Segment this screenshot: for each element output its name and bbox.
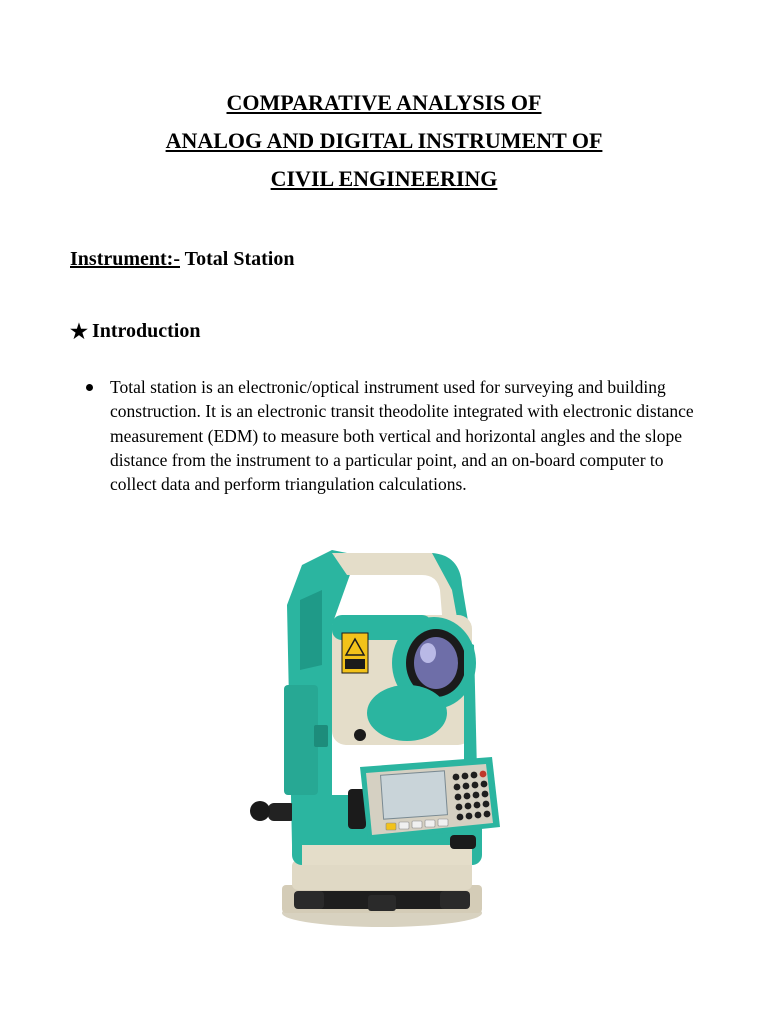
instrument-value: Total Station [184, 248, 295, 270]
title-line-1: COMPARATIVE ANALYSIS OF [226, 90, 542, 115]
bullet-text: Total station is an electronic/optical instrument used for surveying and building construction. It is an electronic transit theodolite integrated with electronic distance measurement (EDM) to measure both vertical and horizontal angles and the slope distance from the instrument to a particular point, and an on-board computer to collect data and perform triangulation calculations. [110, 377, 694, 495]
bullet-icon [86, 384, 93, 391]
section-heading-introduction [70, 320, 200, 343]
tribrach-base [282, 860, 482, 927]
title-line-2: ANALOG AND DIGITAL INSTRUMENT OF [165, 128, 603, 153]
title-line-3: CIVIL ENGINEERING [270, 166, 498, 191]
document-title [0, 86, 768, 200]
total-station-illustration [182, 545, 594, 935]
instrument-label: Instrument:- [70, 248, 180, 270]
lcd-screen [381, 771, 448, 819]
control-panel [360, 757, 500, 841]
section-heading-text: Introduction [91, 320, 201, 342]
instrument-line [70, 248, 294, 271]
bullet-list [86, 375, 706, 496]
star-icon: ★ [70, 320, 88, 343]
total-station-image [182, 545, 594, 935]
telescope-housing [332, 615, 476, 745]
list-item [86, 375, 706, 496]
